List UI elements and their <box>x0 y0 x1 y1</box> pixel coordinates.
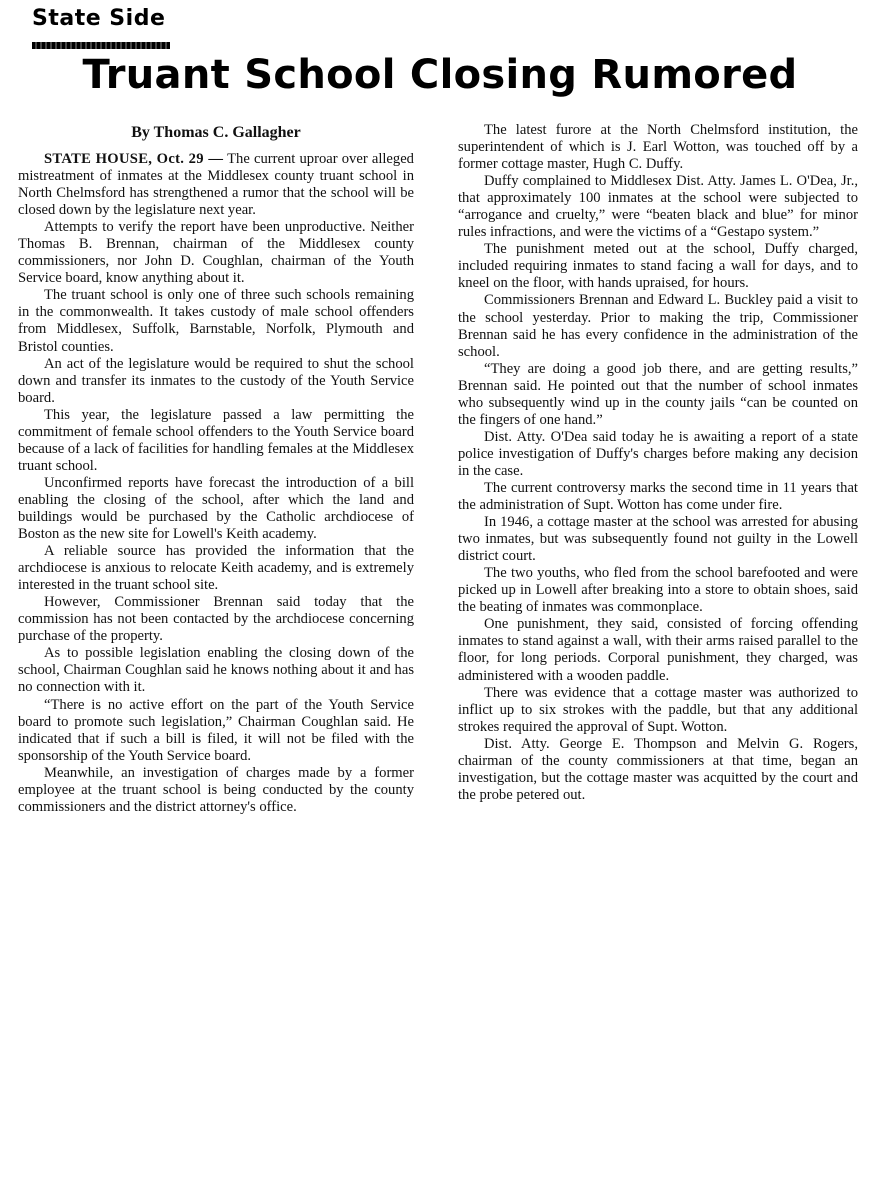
dateline: STATE HOUSE, Oct. 29 — <box>44 151 224 167</box>
paragraph: The current controversy marks the second time in 11 years that the administration of Supt. Wotton has come under fire. <box>458 479 858 514</box>
paragraph: Commissioners Brennan and Edward L. Buckley paid a visit to the school yesterday. Prior to making the trip, Commissioner Brennan said he has every confidence in the administration of the school. <box>458 292 858 360</box>
paragraph-text: The current uproar over alleged mistreatment of inmates at the Middlesex county truant school in North Chelmsford has strengthened a rumor that the school will be closed down by the legislature next year. <box>18 151 414 219</box>
paragraph: The two youths, who fled from the school barefooted and were picked up in Lowell after breaking into a store to obtain shoes, said the beating of inmates was commonplace. <box>458 565 858 616</box>
paragraph: Dist. Atty. George E. Thompson and Melvin G. Rogers, chairman of the county commissioners at that time, began an investigation, but the cottage master was acquitted by the court and the probe petered out. <box>458 735 858 803</box>
article-column-right <box>458 122 858 1182</box>
headline: Truant School Closing Rumored <box>82 52 798 98</box>
paragraph: Unconfirmed reports have forecast the introduction of a bill enabling the closing of the school, after which the land and buildings would be purchased by the Catholic archdiocese of Boston as the new site for Lowell's Keith academy. <box>18 474 414 543</box>
kicker-rule <box>32 42 170 49</box>
paragraph: Meanwhile, an investigation of charges made by a former employee at the truant school is being conducted by the county commissioners and the district attorney's office. <box>18 764 414 815</box>
paragraph: There was evidence that a cottage master was authorized to inflict up to six strokes with the paddle, but that any additional strokes required the approval of Supt. Wotton. <box>458 684 858 735</box>
paragraph: “There is no active effort on the part of the Youth Service board to promote such legislation,” Chairman Coughlan said. He indicated that if such a bill is filed, it will not be filed with the sponsorship of the Youth Service board. <box>18 696 414 764</box>
paragraph: This year, the legislature passed a law permitting the commitment of female school offenders to the Youth Service board because of a lack of facilities for handling females at the Middlesex truant school. <box>18 406 414 474</box>
paragraph: A reliable source has provided the information that the archdiocese is anxious to relocate Keith academy, and is extremely interested in the truant school site. <box>18 543 414 594</box>
paragraph: The punishment meted out at the school, Duffy charged, included requiring inmates to stand facing a wall for days, and to kneel on the floor, with hands upraised, for hours. <box>458 241 858 292</box>
paragraph: “They are doing a good job there, and are getting results,” Brennan said. He pointed out that the number of school inmates who subsequently wind up in the county jails “can be counted on the fingers of one hand.” <box>458 360 858 428</box>
paragraph: The latest furore at the North Chelmsford institution, the superintendent of which is J. Earl Wotton, was touched off by a former cottage master, Hugh C. Duffy. <box>458 122 858 173</box>
paragraph: Attempts to verify the report have been unproductive. Neither Thomas B. Brennan, chairman of the Middlesex county commissioners, nor John D. Coughlan, chairman of the Youth Service board, know anything about it. <box>18 219 414 287</box>
paragraph: In 1946, a cottage master at the school was arrested for abusing two inmates, but was subsequently found not guilty in the Lowell district court. <box>458 514 858 565</box>
article-column-left <box>18 122 414 1182</box>
paragraph: Duffy complained to Middlesex Dist. Atty. James L. O'Dea, Jr., that approximately 100 inmates at the school were subjected to “arrogance and cruelty,” were “beaten black and blue” for minor rules infractions, and were the victims of a “Gestapo system.” <box>458 173 858 241</box>
paragraph: As to possible legislation enabling the closing down of the school, Chairman Coughlan said he knows nothing about it and has no connection with it. <box>18 645 414 696</box>
paragraph: An act of the legislature would be required to shut the school down and transfer its inmates to the custody of the Youth Service board. <box>18 355 414 406</box>
paragraph: The truant school is only one of three such schools remaining in the commonwealth. It takes custody of male school offenders from Middlesex, Suffolk, Barnstable, Norfolk, Plymouth and Bristol counties. <box>18 287 414 355</box>
section-kicker: State Side <box>32 6 166 31</box>
paragraph: One punishment, they said, consisted of forcing offending inmates to stand against a wall, with their arms raised parallel to the floor, for long periods. Corporal punishment, they charged, was administered with a wooden paddle. <box>458 616 858 684</box>
paragraph <box>18 151 414 219</box>
paragraph: However, Commissioner Brennan said today that the commission has not been contacted by the archdiocese concerning purchase of the property. <box>18 594 414 645</box>
paragraph: Dist. Atty. O'Dea said today he is awaiting a report of a state police investigation of Duffy's charges before making any decision in the case. <box>458 428 858 479</box>
byline: By Thomas C. Gallagher <box>131 124 301 141</box>
